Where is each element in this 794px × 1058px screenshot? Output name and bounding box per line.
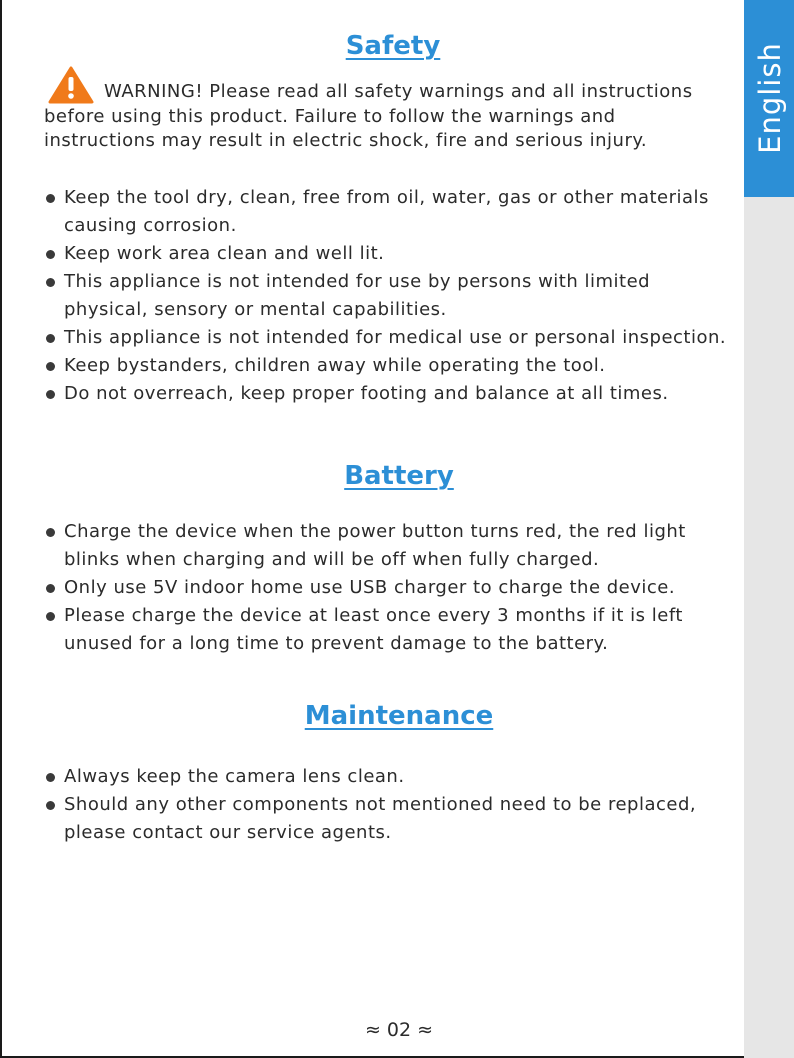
list-item-text: Please charge the device at least once every 3 months if it is left unused for a long time to prevent damage to the battery. xyxy=(64,605,683,654)
list-item xyxy=(44,791,744,847)
language-tab xyxy=(744,0,794,197)
list-item xyxy=(44,352,734,380)
battery-heading: Battery xyxy=(344,461,454,491)
language-tab-label: English xyxy=(753,42,787,154)
bullet-dot-icon xyxy=(46,801,55,810)
bullet-dot-icon xyxy=(46,334,55,343)
list-item-text: Charge the device when the power button turns red, the red light blinks when charging and will be off when fully charged. xyxy=(64,521,686,570)
bullet-dot-icon xyxy=(46,390,55,399)
list-item-text: Do not overreach, keep proper footing and balance at all times. xyxy=(64,383,669,404)
list-item-text: Always keep the camera lens clean. xyxy=(64,766,405,787)
list-item xyxy=(44,574,744,602)
bullet-dot-icon xyxy=(46,278,55,287)
list-item xyxy=(44,518,744,574)
list-item xyxy=(44,240,734,268)
maintenance-heading: Maintenance xyxy=(304,701,494,731)
list-item xyxy=(44,268,734,324)
list-item xyxy=(44,380,734,408)
warning-triangle-icon xyxy=(48,66,94,104)
maintenance-list xyxy=(44,763,744,847)
list-item xyxy=(44,602,744,658)
list-item xyxy=(44,184,734,240)
list-item-text: Only use 5V indoor home use USB charger to charge the device. xyxy=(64,577,676,598)
page-number: ≈ 02 ≈ xyxy=(364,1019,434,1041)
list-item xyxy=(44,763,744,791)
list-item-text: Should any other components not mentioned need to be replaced, please contact our service agents. xyxy=(64,794,697,843)
bullet-dot-icon xyxy=(46,362,55,371)
bullet-dot-icon xyxy=(46,528,55,537)
safety-heading: Safety xyxy=(345,31,441,61)
bullet-dot-icon xyxy=(46,773,55,782)
list-item-text: Keep work area clean and well lit. xyxy=(64,243,385,264)
bullet-dot-icon xyxy=(46,250,55,259)
list-item-text: Keep bystanders, children away while operating the tool. xyxy=(64,355,606,376)
list-item-text: Keep the tool dry, clean, free from oil, water, gas or other materials causing corrosion. xyxy=(64,187,709,236)
bullet-dot-icon xyxy=(46,194,55,203)
battery-list xyxy=(44,518,744,658)
bullet-dot-icon xyxy=(46,612,55,621)
list-item-text: This appliance is not intended for medical use or personal inspection. xyxy=(64,327,727,348)
bullet-dot-icon xyxy=(46,584,55,593)
safety-list xyxy=(44,184,734,408)
list-item-text: This appliance is not intended for use by persons with limited physical, sensory or mental capabilities. xyxy=(64,271,651,320)
safety-warning xyxy=(44,66,704,154)
safety-warning-text: WARNING! Please read all safety warnings and all instructions before using this product. Failure to follow the warnings and instructions may result in electric shock, fire and serious injury. xyxy=(44,81,693,151)
list-item xyxy=(44,324,734,352)
